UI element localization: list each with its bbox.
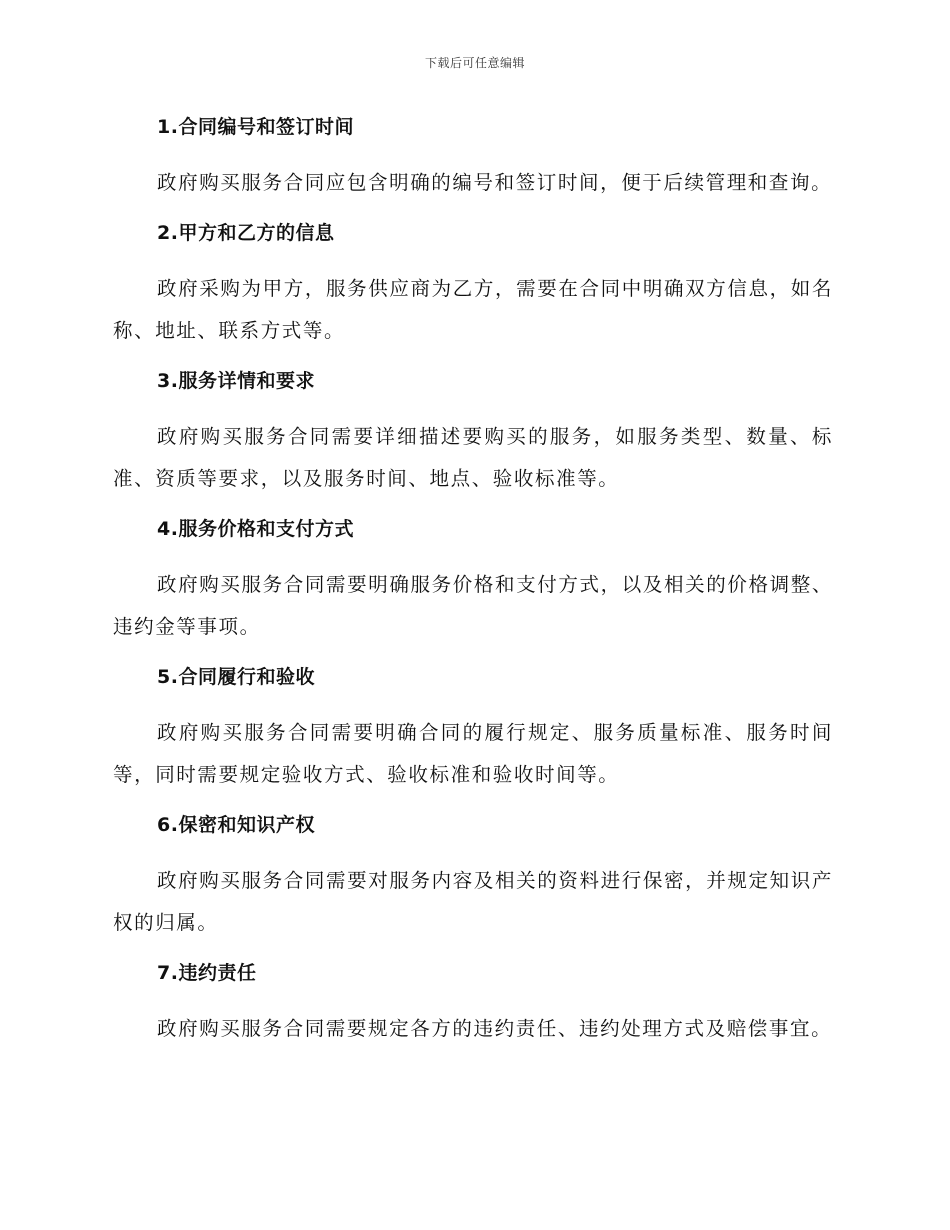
section-body: 政府购买服务合同应包含明确的编号和签订时间，便于后续管理和查询。 [157, 171, 833, 194]
section-body: 政府购买服务合同需要对服务内容及相关的资料进行保密，并规定知识产权的归属。 [113, 869, 833, 934]
section-body: 政府购买服务合同需要详细描述要购买的服务，如服务类型、数量、标准、资质等要求，以及服务时间、地点、验收标准等。 [113, 425, 833, 490]
section-body: 政府购买服务合同需要明确服务价格和支付方式，以及相关的价格调整、违约金等事项。 [113, 573, 833, 638]
section-body: 政府购买服务合同需要明确合同的履行规定、服务质量标准、服务时间等，同时需要规定验收方式、验收标准和验收时间等。 [113, 721, 833, 786]
section-heading: 6.保密和知识产权 [157, 814, 315, 836]
section-parties-info [113, 218, 833, 352]
section-heading: 3.服务详情和要求 [157, 370, 315, 392]
section-heading: 2.甲方和乙方的信息 [157, 222, 335, 244]
section-performance-acceptance [113, 662, 833, 796]
section-body: 政府采购为甲方，服务供应商为乙方，需要在合同中明确双方信息，如名称、地址、联系方式等。 [113, 277, 833, 342]
document-content [113, 112, 833, 1064]
section-heading: 1.合同编号和签订时间 [157, 116, 354, 138]
section-service-details [113, 366, 833, 500]
section-heading: 4.服务价格和支付方式 [157, 518, 354, 540]
section-body: 政府购买服务合同需要规定各方的违约责任、违约处理方式及赔偿事宜。 [157, 1017, 833, 1040]
header-note: 下载后可任意编辑 [424, 56, 525, 70]
section-heading: 5.合同履行和验收 [157, 666, 315, 688]
section-confidentiality-ip [113, 810, 833, 944]
section-breach-liability [113, 958, 833, 1050]
section-heading: 7.违约责任 [157, 962, 257, 984]
section-contract-number [113, 112, 833, 204]
section-price-payment [113, 514, 833, 648]
